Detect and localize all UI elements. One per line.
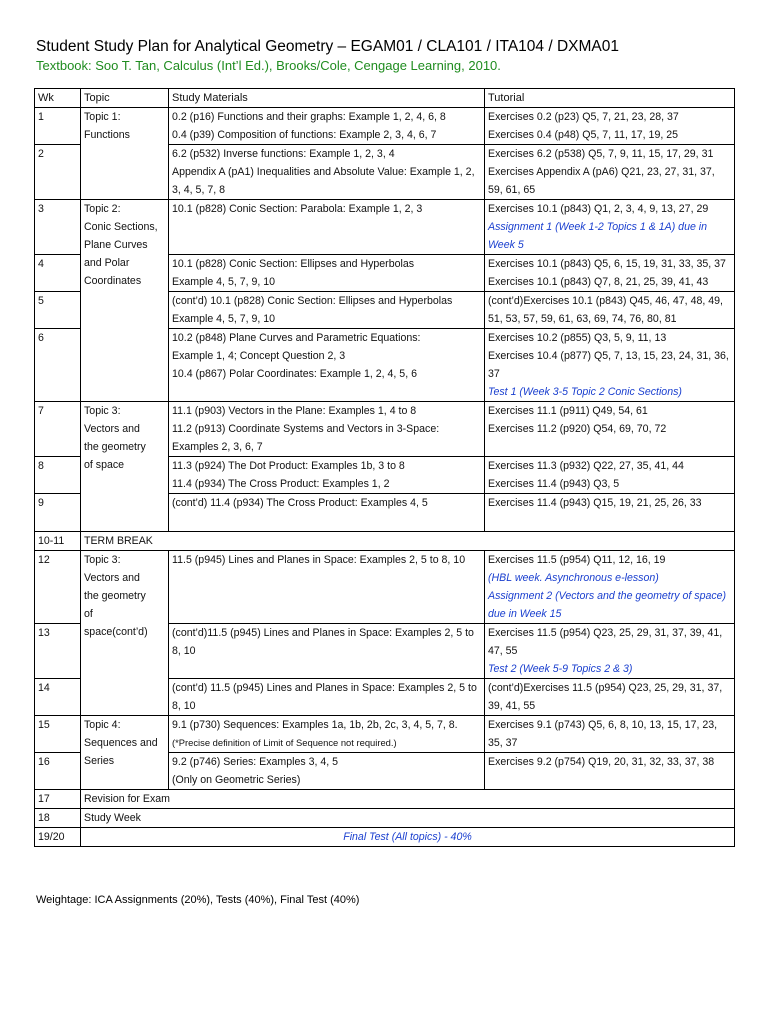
materials-cell: 6.2 (p532) Inverse functions: Example 1, 2, 3, 4 Appendix A (pA1) Inequalities and Absolute Value: Example 1, 2, 3, 4, 5, 7, 8 bbox=[169, 145, 485, 200]
week-cell: 14 bbox=[35, 679, 81, 716]
test-note: Test 2 (Week 5-9 Topics 2 & 3) bbox=[488, 663, 633, 675]
final-test-label: Final Test (All topics) - 40% bbox=[343, 831, 472, 843]
tutorial-cell: Exercises 9.2 (p754) Q19, 20, 31, 32, 33, 37, 38 bbox=[485, 753, 735, 790]
study-week-cell: Study Week bbox=[81, 809, 735, 828]
tutorial-cell: Exercises 11.3 (p932) Q22, 27, 35, 41, 44 Exercises 11.4 (p943) Q3, 5 bbox=[485, 457, 735, 494]
table-row bbox=[35, 809, 735, 828]
week-cell: 6 bbox=[35, 329, 81, 402]
materials-cell: 11.1 (p903) Vectors in the Plane: Examples 1, 4 to 8 11.2 (p913) Coordinate Systems and Vectors in 3-Space: Examples 2, 3, 6, 7 bbox=[169, 402, 485, 457]
materials-cell: 10.1 (p828) Conic Section: Parabola: Example 1, 2, 3 bbox=[169, 200, 485, 255]
week-cell: 15 bbox=[35, 716, 81, 753]
materials-cell: 9.2 (p746) Series: Examples 3, 4, 5 (Only on Geometric Series) bbox=[169, 753, 485, 790]
weightage-note: Weightage: ICA Assignments (20%), Tests (40%), Final Test (40%) bbox=[36, 894, 360, 906]
tutorial-cell: Exercises 11.1 (p911) Q49, 54, 61 Exercises 11.2 (p920) Q54, 69, 70, 72 bbox=[485, 402, 735, 457]
header-tutorial: Tutorial bbox=[485, 89, 735, 108]
materials-cell: 11.3 (p924) The Dot Product: Examples 1b, 3 to 8 11.4 (p934) The Cross Product: Examples 1, 2 bbox=[169, 457, 485, 494]
table-row bbox=[35, 828, 735, 847]
week-cell: 18 bbox=[35, 809, 81, 828]
table-header-row bbox=[35, 89, 735, 108]
test-note: Test 1 (Week 3-5 Topic 2 Conic Sections) bbox=[488, 386, 682, 398]
materials-cell: 11.5 (p945) Lines and Planes in Space: Examples 2, 5 to 8, 10 bbox=[169, 551, 485, 624]
assignment-note: Assignment 1 (Week 1-2 Topics 1 & 1A) due in Week 5 bbox=[488, 221, 708, 251]
week-cell: 8 bbox=[35, 457, 81, 494]
tutorial-cell: (cont’d)Exercises 11.5 (p954) Q23, 25, 29, 31, 37, 39, 41, 55 bbox=[485, 679, 735, 716]
tutorial-cell: Exercises 11.5 (p954) Q23, 25, 29, 31, 37, 39, 41, 47, 55 Test 2 (Week 5-9 Topics 2 & 3) bbox=[485, 624, 735, 679]
topic-cell: Topic 3: Vectors and the geometry of space(cont’d) bbox=[81, 551, 169, 716]
week-cell: 3 bbox=[35, 200, 81, 255]
table-row bbox=[35, 716, 735, 753]
topic-cell: Topic 3: Vectors and the geometry of space bbox=[81, 402, 169, 532]
table-row bbox=[35, 551, 735, 624]
week-cell: 5 bbox=[35, 292, 81, 329]
materials-cell: (cont’d)11.5 (p945) Lines and Planes in Space: Examples 2, 5 to 8, 10 bbox=[169, 624, 485, 679]
week-cell: 12 bbox=[35, 551, 81, 624]
week-cell: 4 bbox=[35, 255, 81, 292]
topic-cell: Topic 4: Sequences and Series bbox=[81, 716, 169, 790]
week-cell: 9 bbox=[35, 494, 81, 532]
assignment-note: Assignment 2 (Vectors and the geometry of space) due in Week 15 bbox=[488, 590, 727, 620]
tutorial-cell: (cont’d)Exercises 10.1 (p843) Q45, 46, 47, 48, 49, 51, 53, 57, 59, 61, 63, 69, 74, 76, 80, 81 bbox=[485, 292, 735, 329]
tutorial-cell: Exercises 10.2 (p855) Q3, 5, 9, 11, 13 Exercises 10.4 (p877) Q5, 7, 13, 15, 23, 24, 31, 36, 37 Test 1 (Week 3-5 Topic 2 Conic Sections) bbox=[485, 329, 735, 402]
materials-cell: (cont’d) 11.4 (p934) The Cross Product: Examples 4, 5 bbox=[169, 494, 485, 532]
materials-cell: 10.1 (p828) Conic Section: Ellipses and Hyperbolas Example 4, 5, 7, 9, 10 bbox=[169, 255, 485, 292]
week-cell: 19/20 bbox=[35, 828, 81, 847]
tutorial-cell: Exercises 9.1 (p743) Q5, 6, 8, 10, 13, 15, 17, 23, 35, 37 bbox=[485, 716, 735, 753]
table-row bbox=[35, 402, 735, 457]
table-row bbox=[35, 108, 735, 145]
term-break-cell: TERM BREAK bbox=[81, 532, 735, 551]
table-row bbox=[35, 790, 735, 809]
tutorial-cell: Exercises 6.2 (p538) Q5, 7, 9, 11, 15, 17, 29, 31 Exercises Appendix A (pA6) Q21, 23, 27, 31, 37, 59, 61, 65 bbox=[485, 145, 735, 200]
study-plan-table bbox=[34, 88, 735, 847]
materials-cell: (cont’d) 10.1 (p828) Conic Section: Ellipses and Hyperbolas Example 4, 5, 7, 9, 10 bbox=[169, 292, 485, 329]
tutorial-cell: Exercises 10.1 (p843) Q5, 6, 15, 19, 31, 33, 35, 37 Exercises 10.1 (p843) Q7, 8, 21, 25, 39, 41, 43 bbox=[485, 255, 735, 292]
textbook-line: Textbook: Soo T. Tan, Calculus (Int’l Ed.), Brooks/Cole, Cengage Learning, 2010. bbox=[36, 58, 501, 73]
materials-cell: 0.2 (p16) Functions and their graphs: Example 1, 2, 4, 6, 8 0.4 (p39) Composition of functions: Example 2, 3, 4, 6, 7 bbox=[169, 108, 485, 145]
week-cell: 16 bbox=[35, 753, 81, 790]
topic-cell: Topic 1: Functions bbox=[81, 108, 169, 200]
tutorial-cell: Exercises 11.4 (p943) Q15, 19, 21, 25, 26, 33 bbox=[485, 494, 735, 532]
table-row bbox=[35, 200, 735, 255]
week-cell: 1 bbox=[35, 108, 81, 145]
materials-cell: 9.1 (p730) Sequences: Examples 1a, 1b, 2b, 2c, 3, 4, 5, 7, 8. (*Precise definition of Limit of Sequence not required.) bbox=[169, 716, 485, 753]
tutorial-cell: Exercises 10.1 (p843) Q1, 2, 3, 4, 9, 13, 27, 29 Assignment 1 (Week 1-2 Topics 1 & 1A) due in Week 5 bbox=[485, 200, 735, 255]
limit-footnote: (*Precise definition of Limit of Sequence not required.) bbox=[172, 737, 397, 748]
header-topic: Topic bbox=[81, 89, 169, 108]
week-cell: 7 bbox=[35, 402, 81, 457]
table-row bbox=[35, 532, 735, 551]
topic-cell: Topic 2: Conic Sections, Plane Curves and Polar Coordinates bbox=[81, 200, 169, 402]
final-test-cell bbox=[81, 828, 735, 847]
tutorial-cell: Exercises 11.5 (p954) Q11, 12, 16, 19 (HBL week. Asynchronous e-lesson) Assignment 2 (Vectors and the geometry of space) due in Week 15 bbox=[485, 551, 735, 624]
header-study-materials: Study Materials bbox=[169, 89, 485, 108]
week-cell: 17 bbox=[35, 790, 81, 809]
materials-cell: 10.2 (p848) Plane Curves and Parametric Equations: Example 1, 4; Concept Question 2, 3 10.4 (p867) Polar Coordinates: Example 1, 2, 4, 5, 6 bbox=[169, 329, 485, 402]
revision-cell: Revision for Exam bbox=[81, 790, 735, 809]
materials-cell: (cont’d) 11.5 (p945) Lines and Planes in Space: Examples 2, 5 to 8, 10 bbox=[169, 679, 485, 716]
week-cell: 13 bbox=[35, 624, 81, 679]
week-cell: 2 bbox=[35, 145, 81, 200]
hbl-note: (HBL week. Asynchronous e-lesson) bbox=[488, 572, 659, 584]
week-cell: 10-11 bbox=[35, 532, 81, 551]
header-week: Wk bbox=[35, 89, 81, 108]
tutorial-cell: Exercises 0.2 (p23) Q5, 7, 21, 23, 28, 37 Exercises 0.4 (p48) Q5, 7, 11, 17, 19, 25 bbox=[485, 108, 735, 145]
page-title: Student Study Plan for Analytical Geometry – EGAM01 / CLA101 / ITA104 / DXMA01 bbox=[36, 38, 619, 55]
